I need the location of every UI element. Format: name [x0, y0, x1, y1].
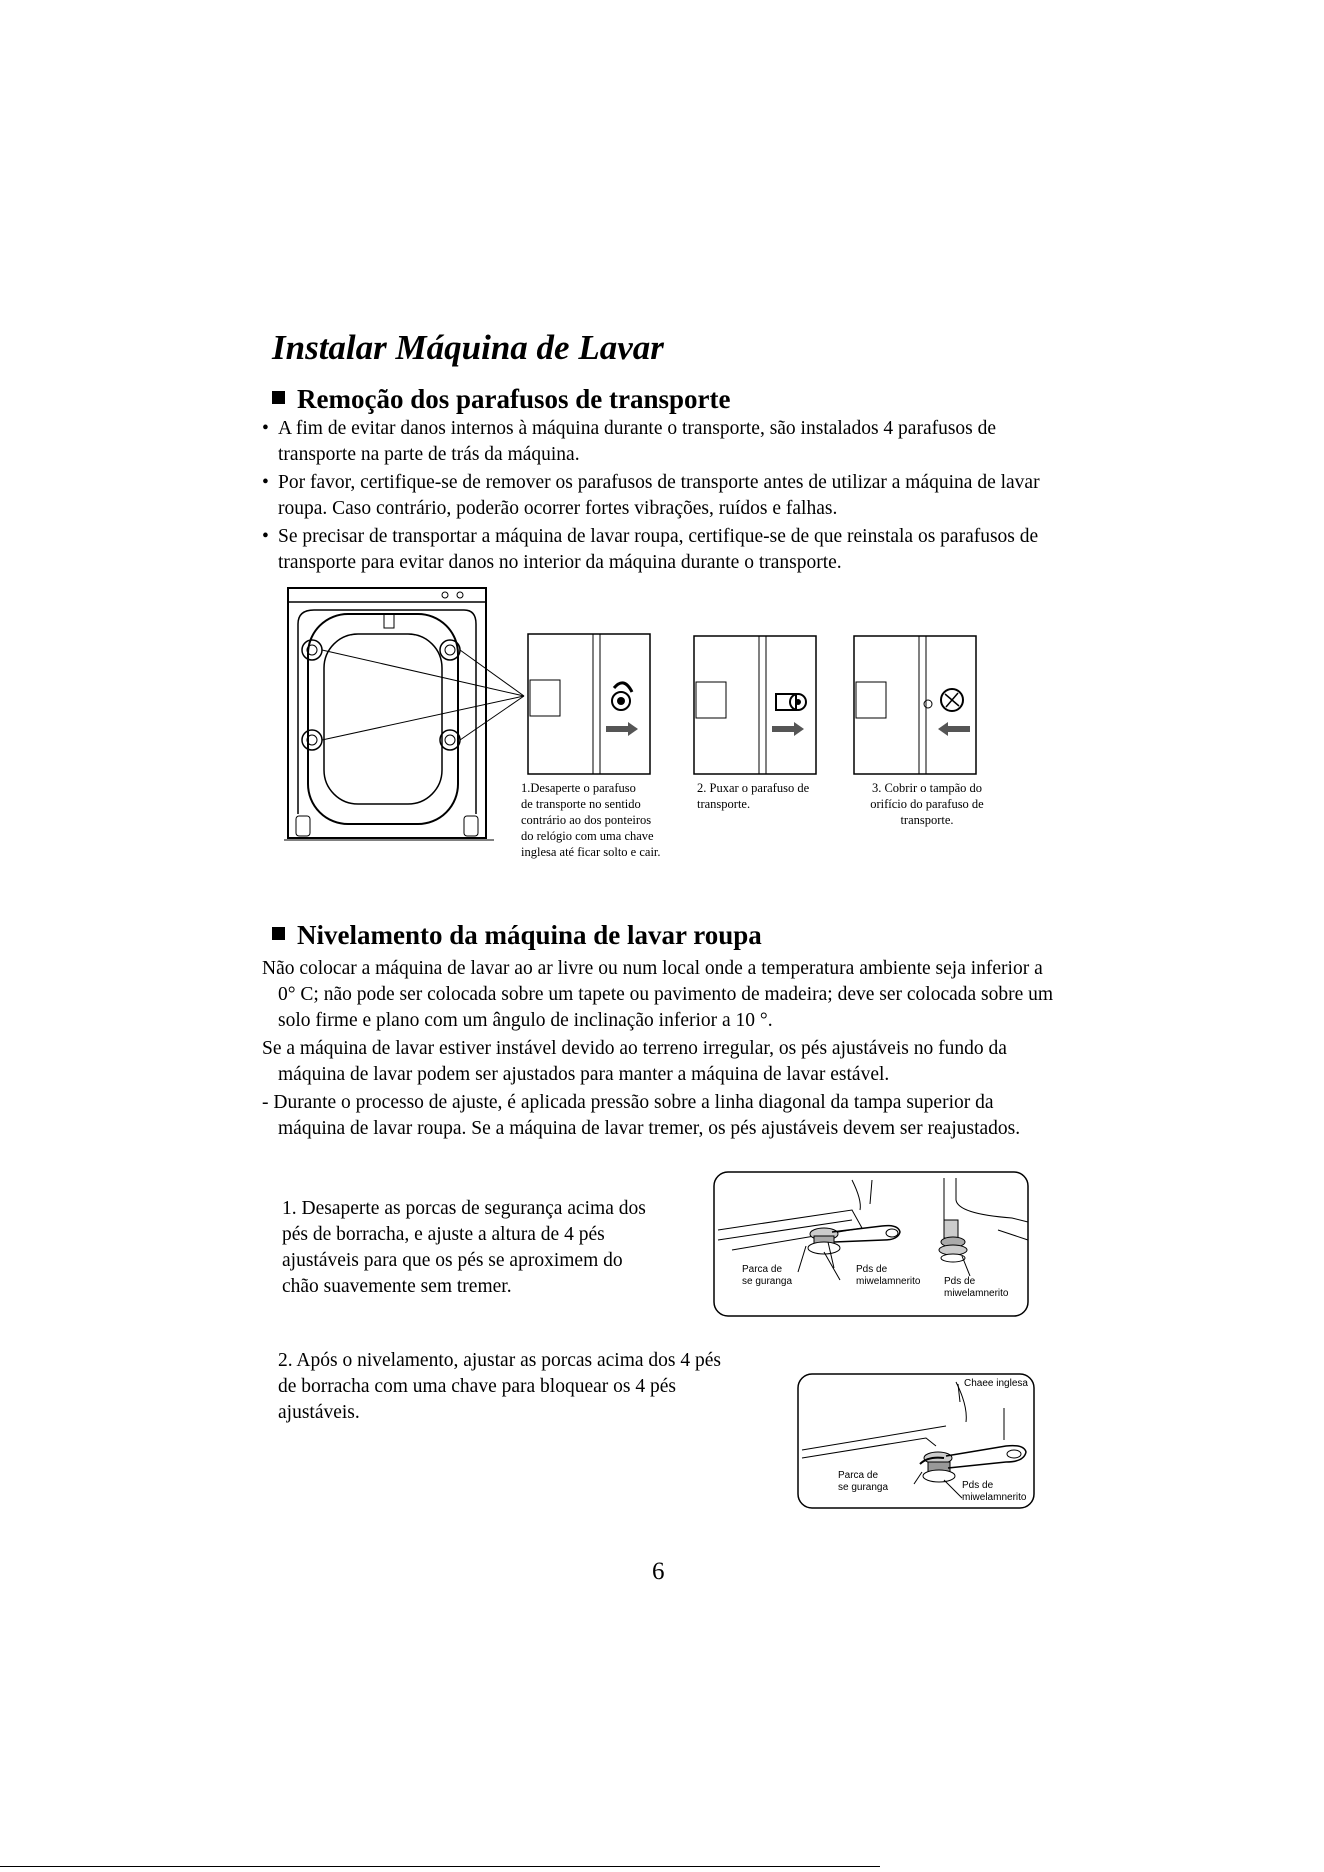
transport-bolts-list — [262, 416, 1062, 578]
fig1-label-foot-left: Pds de miwelamnerito — [856, 1264, 921, 1287]
step-caption-2: 2. Puxar o parafuso de transporte. — [697, 781, 810, 811]
section-heading-text: Nivelamento da máquina de lavar roupa — [297, 920, 762, 950]
step-caption-1: 1.Desaperte o parafuso de transporte no sentido contrário ao dos ponteiros do relógio com uma chave inglesa até ficar solto e cair. — [521, 781, 661, 859]
transport-bolt-steps-illustration — [690, 634, 980, 784]
bullet-square-icon — [272, 391, 285, 404]
fig1-label-nut: Parca de se guranga — [742, 1264, 793, 1287]
paragraph: Não colocar a máquina de lavar ao ar livre ou num local onde a temperatura ambiente seja inferior a 0° C; não pode ser colocada sobre um tapete ou pavimento de madeira; deve ser colocada sobre um solo firme e plano com um ângulo de inclinação inferior a 10 °. — [262, 958, 1054, 1031]
step-caption-3: 3. Cobrir o tampão do orifício do parafuso de transporte. — [870, 781, 984, 827]
section-heading-text: Remoção dos parafusos de transporte — [297, 384, 731, 414]
bullet-square-icon — [272, 927, 285, 940]
section-heading-transport-bolts — [272, 384, 730, 415]
leveling-step-1: 1. Desaperte as porcas de segurança acima dos pés de borracha, e ajuste a altura de 4 pés ajustáveis para que os pés se aproximem do chão suavemente sem tremer. — [282, 1198, 646, 1297]
fig2-label-nut: Parca de se guranga — [838, 1470, 889, 1493]
page-number: 6 — [652, 1558, 665, 1585]
fig2-label-foot: Pds de miwelamnerito — [962, 1480, 1027, 1503]
paragraph: Se a máquina de lavar estiver instável devido ao terreno irregular, os pés ajustáveis no fundo da máquina de lavar podem ser ajustados para manter a máquina de lavar estável. — [262, 1038, 1007, 1085]
paragraph: - Durante o processo de ajuste, é aplicada pressão sobre a linha diagonal da tampa superior da máquina de lavar roupa. Se a máquina de lavar tremer, os pés ajustáveis devem ser reajustados. — [262, 1092, 1021, 1139]
list-item: • Por favor, certifique-se de remover os parafusos de transporte antes de utilizar a máquina de lavar roupa. Caso contrário, poderão ocorrer fortes vibrações, ruídos e falhas. — [262, 470, 1062, 522]
list-item: • A fim de evitar danos internos à máquina durante o transporte, são instalados 4 parafusos de transporte na parte de trás da máquina. — [262, 416, 1062, 468]
fig1-label-foot-right: Pds de miwelamnerito — [944, 1276, 1009, 1299]
page-title: Instalar Máquina de Lavar — [272, 328, 664, 367]
leveling-step-2: 2. Após o nivelamento, ajustar as porcas acima dos 4 pés de borracha com uma chave para bloquear os 4 pés ajustáveis. — [278, 1350, 721, 1423]
fig2-label-wrench: Chaee inglesa — [964, 1378, 1028, 1389]
bottom-rule — [0, 1866, 880, 1867]
list-item: • Se precisar de transportar a máquina de lavar roupa, certifique-se de que reinstala os parafusos de transporte para evitar danos no interior da máquina durante o transporte. — [262, 524, 1062, 576]
section-heading-leveling — [272, 920, 762, 951]
leveling-paragraphs — [262, 956, 1062, 1144]
